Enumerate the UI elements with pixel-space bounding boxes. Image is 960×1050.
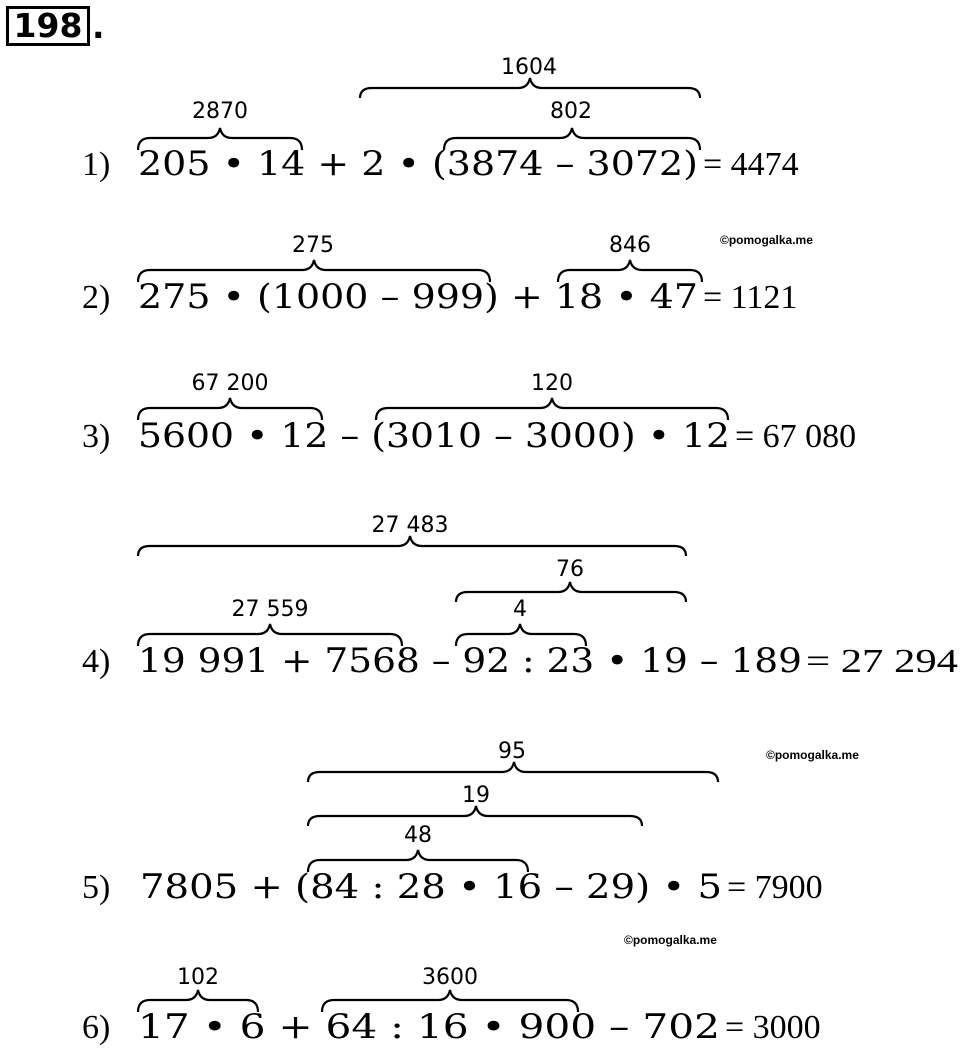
row-3-label-2: 120	[531, 371, 573, 396]
row-6	[82, 965, 821, 1047]
row-5-brace-1	[308, 762, 718, 782]
row-1-brace-1	[360, 78, 700, 98]
row-1-label-2: 2870	[192, 99, 248, 124]
row-5-result: = 7900	[727, 869, 823, 906]
row-2-number: 2)	[82, 279, 111, 316]
watermark-2: ©pomogalka.me	[766, 748, 859, 762]
row-6-label-1: 102	[177, 965, 219, 990]
row-4-result: = 27 294	[806, 643, 958, 680]
row-1-label-3: 802	[550, 99, 592, 124]
row-1-label-1: 1604	[501, 55, 557, 80]
row-3-expression: 5600 • 12 – (3010 – 3000) • 12	[138, 416, 730, 456]
watermark-1: ©pomogalka.me	[720, 233, 813, 247]
row-1	[82, 55, 799, 184]
row-4-label-3: 27 559	[231, 597, 309, 622]
row-4-expression: 19 991 + 7568 – 92 : 23 • 19 – 189	[138, 641, 802, 681]
row-4-label-1: 27 483	[371, 513, 449, 538]
row-5-label-3: 48	[404, 823, 432, 848]
row-1-number: 1)	[82, 146, 111, 183]
row-6-expression: 17 • 6 + 64 : 16 • 900 – 702	[138, 1007, 720, 1047]
row-2-label-2: 846	[609, 233, 651, 258]
row-1-expression: 205 • 14 + 2 • (3874 – 3072)	[138, 144, 698, 184]
row-5-expression: 7805 + (84 : 28 • 16 – 29) • 5	[140, 867, 722, 907]
problem-number-dot: .	[92, 7, 105, 46]
row-1-result: = 4474	[703, 146, 799, 183]
row-4-label-4: 4	[513, 597, 527, 622]
row-4	[82, 513, 958, 681]
watermark-3: ©pomogalka.me	[624, 933, 717, 947]
row-4-brace-2	[456, 582, 686, 602]
row-3-result: = 67 080	[735, 418, 857, 455]
row-4-label-2: 76	[556, 557, 584, 582]
row-2-expression: 275 • (1000 – 999) + 18 • 47	[138, 277, 698, 317]
row-2-label-1: 275	[292, 233, 334, 258]
row-2	[82, 233, 797, 317]
row-5-label-2: 19	[462, 783, 490, 808]
problem-number: 198	[6, 6, 90, 46]
row-5	[82, 739, 823, 907]
row-3-label-1: 67 200	[191, 371, 269, 396]
row-5-number: 5)	[82, 869, 111, 906]
row-4-number: 4)	[82, 643, 111, 680]
row-3	[82, 371, 856, 456]
row-6-label-2: 3600	[422, 965, 478, 990]
row-4-brace-1	[138, 536, 686, 556]
row-5-brace-2	[308, 806, 642, 826]
row-6-result: = 3000	[725, 1009, 821, 1046]
row-6-number: 6)	[82, 1009, 111, 1046]
row-3-number: 3)	[82, 418, 111, 455]
row-2-result: = 1121	[703, 279, 798, 316]
row-5-label-1: 95	[498, 739, 526, 764]
